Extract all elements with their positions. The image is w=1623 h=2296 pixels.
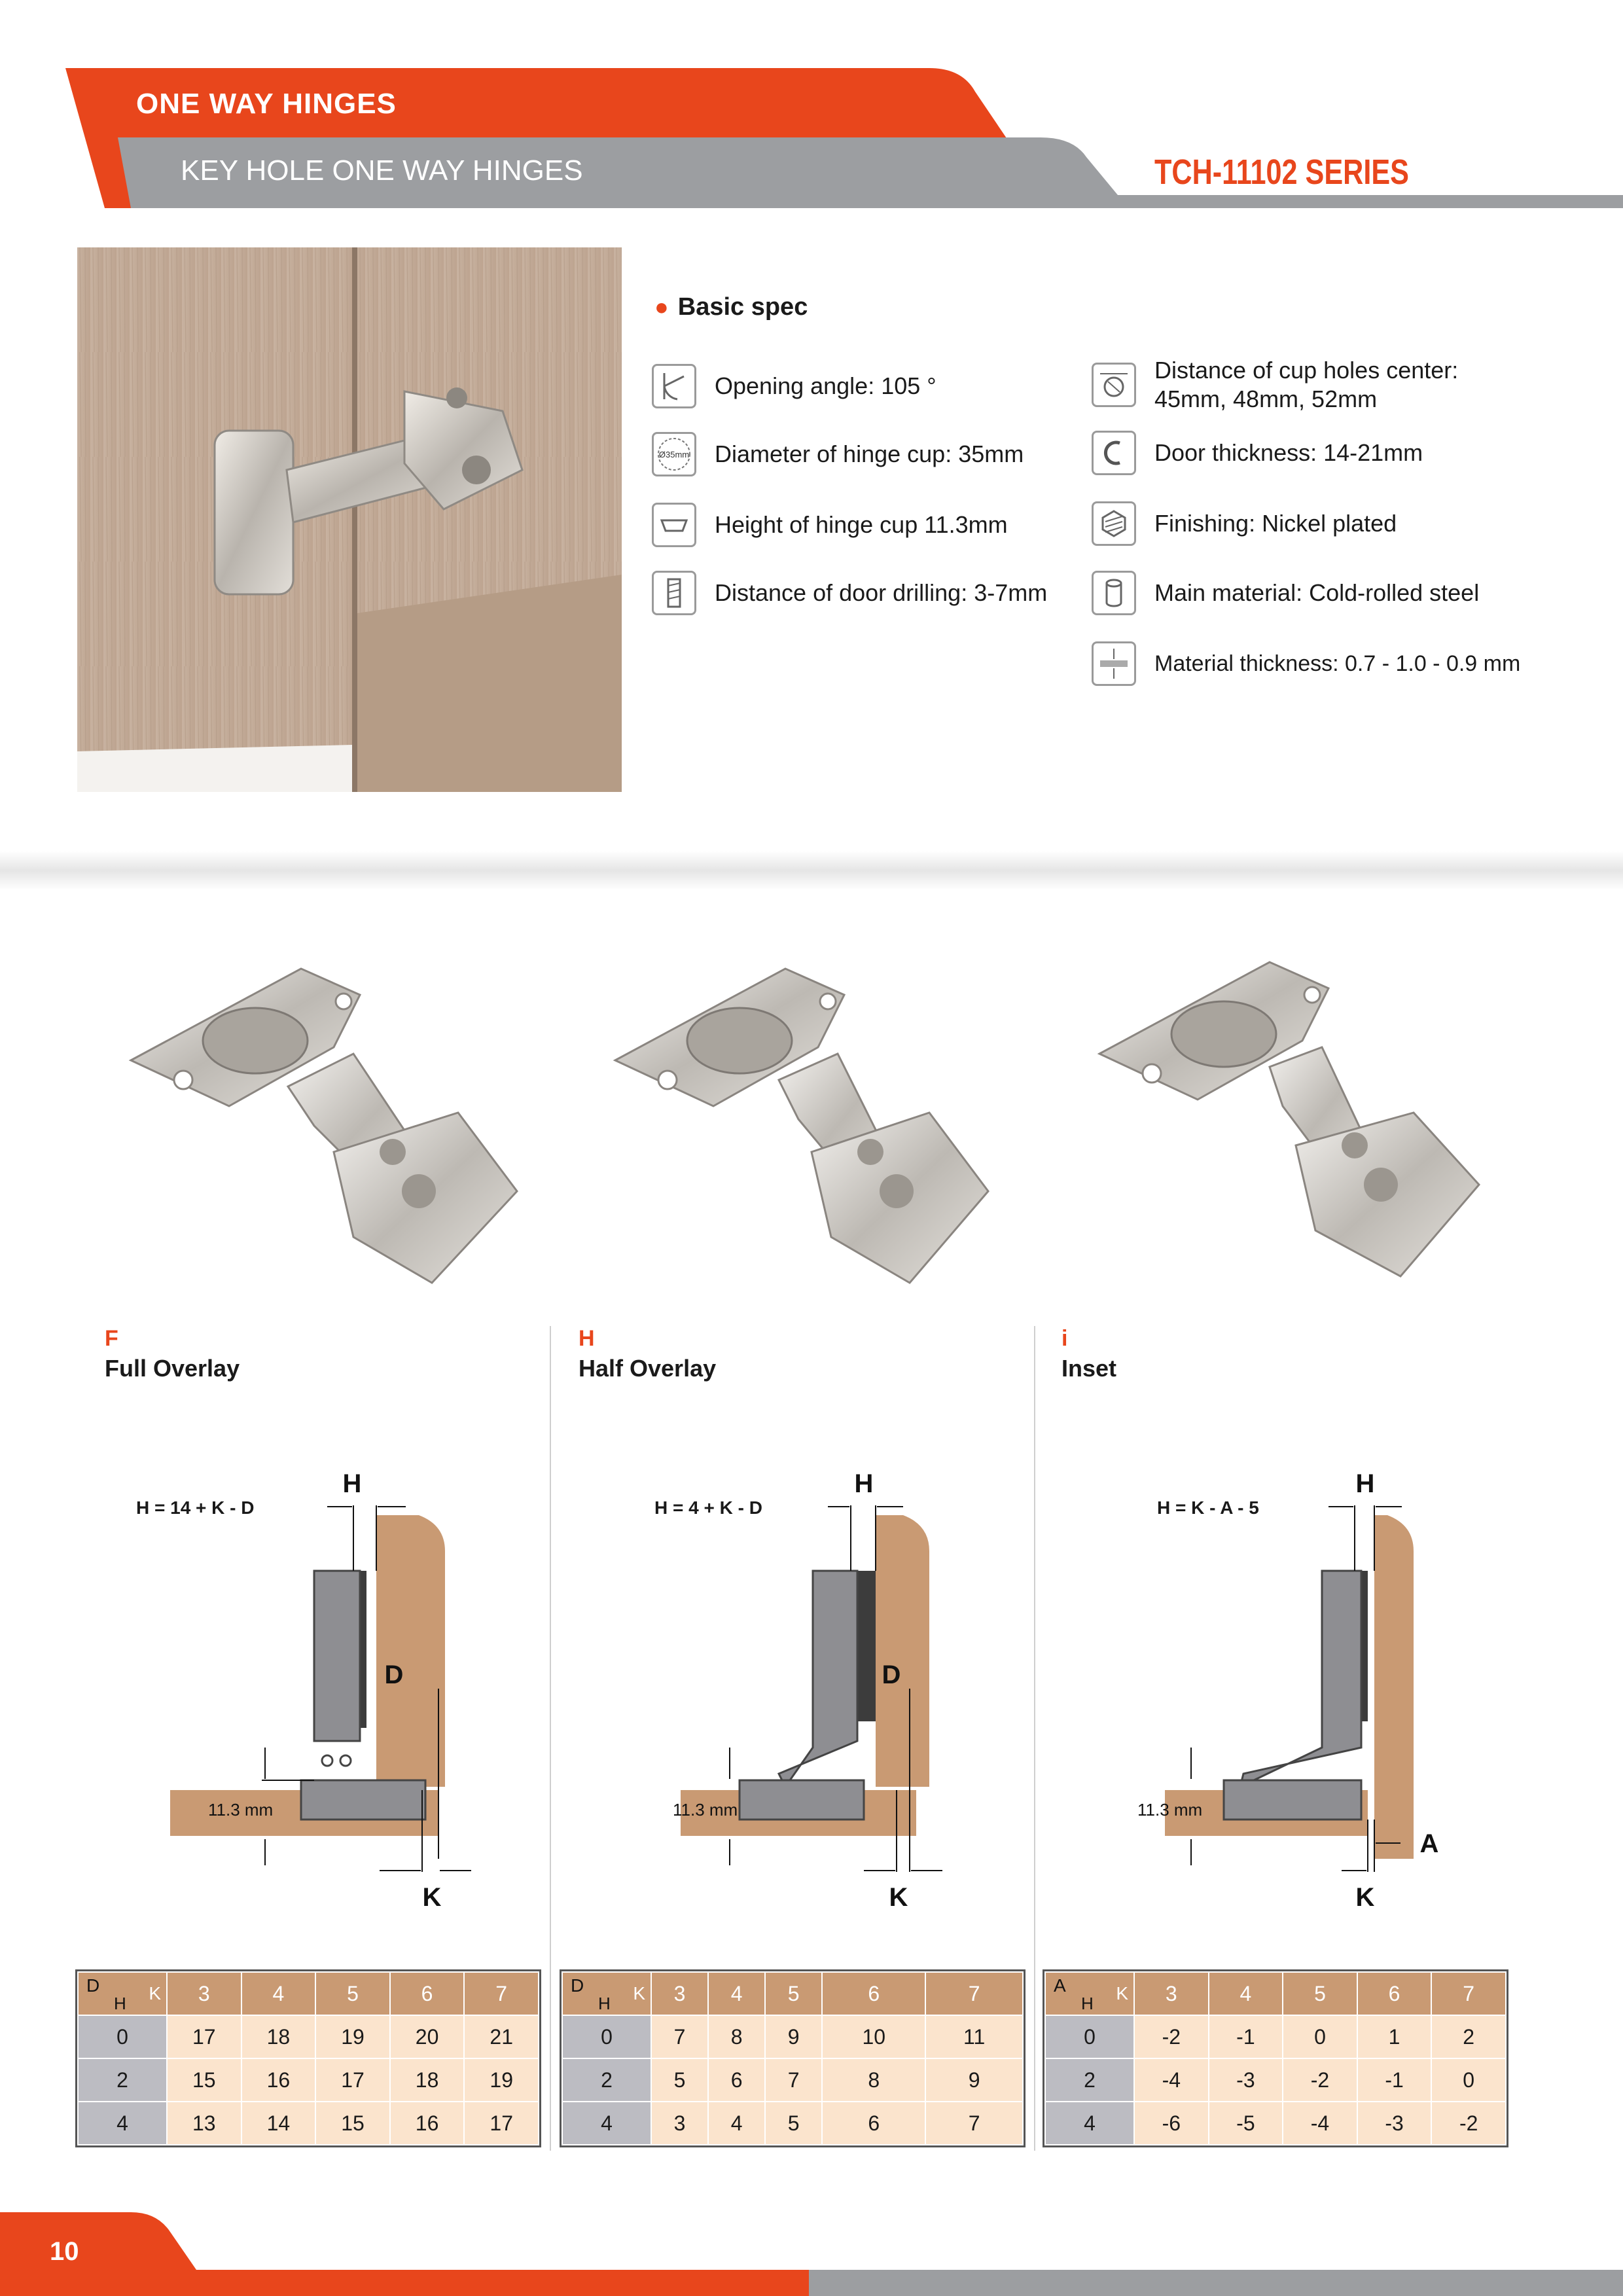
bullet-icon: ● <box>654 293 669 320</box>
table-row: 4 3 4 5 6 7 <box>562 2102 1023 2145</box>
spec-door-thickness: Door thickness: 14-21mm <box>1092 431 1423 475</box>
spec-finishing: Finishing: Nickel plated <box>1092 501 1397 546</box>
spec-heading: ● Basic spec <box>654 293 808 321</box>
diagram-inset <box>1126 1466 1453 1924</box>
opening-angle-icon <box>652 364 696 408</box>
drilling-distance-icon <box>652 571 696 615</box>
spec-cup-height: Height of hinge cup 11.3mm <box>652 503 1008 547</box>
table-corner: D H K <box>562 1972 651 2015</box>
spec-drilling-distance: Distance of door drilling: 3-7mm <box>652 571 1047 615</box>
table-corner: A H K <box>1045 1972 1134 2015</box>
section-divider <box>0 851 1623 890</box>
dim-k-label: K <box>889 1883 908 1912</box>
spec-material-thickness: Material thickness: 0.7 - 1.0 - 0.9 mm <box>1092 641 1520 686</box>
spec-cup-diameter: Ø35mm Diameter of hinge cup: 35mm <box>652 432 1024 476</box>
category-name: Half Overlay <box>579 1355 717 1382</box>
column-divider <box>550 1326 551 2151</box>
cup-diameter-icon <box>652 432 696 476</box>
table-row: 0 7 8 9 10 11 <box>562 2015 1023 2058</box>
diagram-full-overlay <box>164 1466 491 1924</box>
footer-band <box>0 2206 1623 2296</box>
series-label: TCH-11102 SERIES <box>1154 152 1409 192</box>
table-row: 0 -2 -1 0 1 2 <box>1045 2015 1506 2058</box>
header-subtitle: KEY HOLE ONE WAY HINGES <box>181 154 583 187</box>
data-table-full-overlay: D H K 3 4 5 6 7 0 17 18 19 20 21 2 15 16 17 18 19 4 13 14 15 16 17 <box>77 1971 539 2145</box>
table-row: 4 13 14 15 16 17 <box>78 2102 539 2145</box>
spec-material: Main material: Cold-rolled steel <box>1092 571 1479 615</box>
category-name: Full Overlay <box>105 1355 240 1382</box>
page-number: 10 <box>50 2237 79 2266</box>
category-letter: i <box>1061 1326 1068 1351</box>
product-photo <box>77 247 622 792</box>
data-table-inset: A H K 3 4 5 6 7 0 -2 -1 0 1 2 2 -4 -3 -2 -1 0 4 -6 -5 -4 -3 -2 <box>1044 1971 1507 2145</box>
hinge-image-full-overlay <box>118 956 537 1322</box>
category-letter: H <box>579 1326 595 1351</box>
dim-k-label: K <box>422 1883 442 1912</box>
door-thickness-icon <box>1092 431 1136 475</box>
table-row: 2 15 16 17 18 19 <box>78 2058 539 2102</box>
cup-height-icon <box>652 503 696 547</box>
dim-cup-label: 11.3 mm <box>673 1800 738 1820</box>
data-table-half-overlay: D H K 3 4 5 6 7 0 7 8 9 10 11 2 5 6 7 8 9 4 3 4 5 6 7 <box>562 1971 1024 2145</box>
material-thickness-icon <box>1092 641 1136 686</box>
dim-cup-label: 11.3 mm <box>208 1800 274 1820</box>
dim-a-label: A <box>1419 1829 1439 1858</box>
table-row: 4 -6 -5 -4 -3 -2 <box>1045 2102 1506 2145</box>
table-row: 0 17 18 19 20 21 <box>78 2015 539 2058</box>
formula: H = K - A - 5 <box>1157 1498 1259 1518</box>
finishing-icon <box>1092 501 1136 546</box>
diagram-half-overlay <box>641 1466 969 1924</box>
hinge-image-inset <box>1086 949 1505 1316</box>
dim-d-label: D <box>384 1660 404 1689</box>
category-letter: F <box>105 1326 118 1351</box>
table-corner: D H K <box>78 1972 167 2015</box>
material-icon <box>1092 571 1136 615</box>
table-row: 2 -4 -3 -2 -1 0 <box>1045 2058 1506 2102</box>
dim-k-label: K <box>1355 1883 1375 1912</box>
dim-cup-label: 11.3 mm <box>1137 1800 1203 1820</box>
spec-opening-angle: Opening angle: 105 ° <box>652 364 936 408</box>
svg-text:Ø35mm: Ø35mm <box>658 450 690 459</box>
dim-h-label: H <box>1355 1469 1375 1498</box>
dim-d-label: D <box>882 1660 901 1689</box>
header-title: ONE WAY HINGES <box>136 88 397 120</box>
formula: H = 4 + K - D <box>654 1498 762 1518</box>
hinge-image-half-overlay <box>602 956 1021 1322</box>
cup-holes-center-icon <box>1092 363 1136 407</box>
table-row: 2 5 6 7 8 9 <box>562 2058 1023 2102</box>
category-name: Inset <box>1061 1355 1117 1382</box>
column-divider <box>1034 1326 1035 2151</box>
formula: H = 14 + K - D <box>136 1498 255 1518</box>
dim-h-label: H <box>854 1469 874 1498</box>
spec-cup-holes-center: Distance of cup holes center: 45mm, 48mm, 52mm <box>1092 356 1458 414</box>
dim-h-label: H <box>342 1469 362 1498</box>
